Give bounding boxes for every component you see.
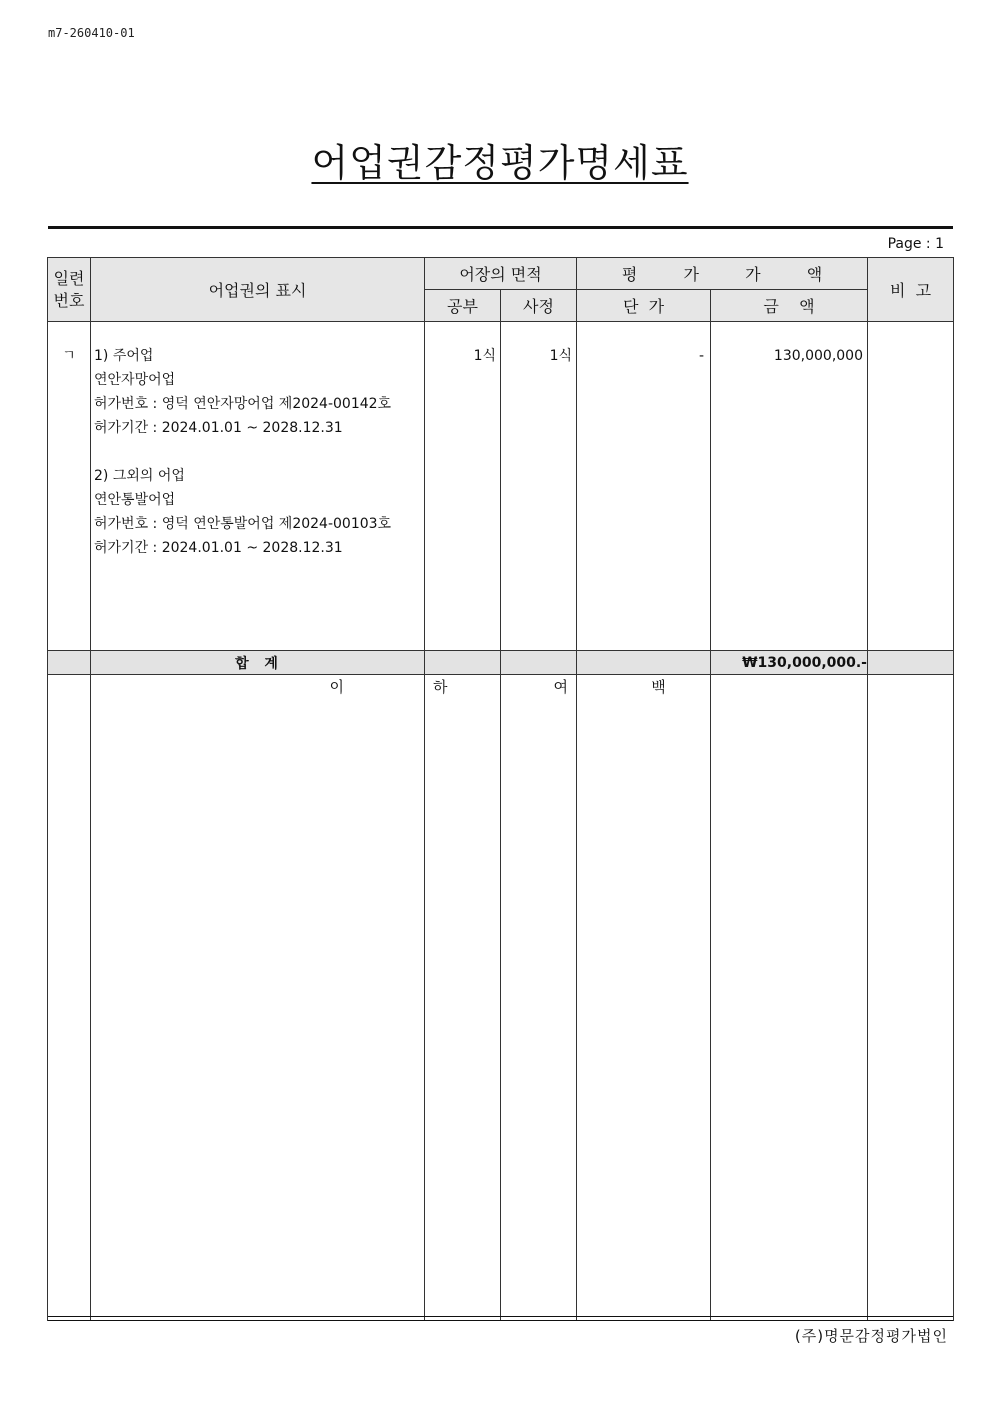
unit-price-value: -	[698, 348, 704, 364]
description-line: 허가기간 : 2024.01.01 ~ 2028.12.31	[94, 420, 343, 436]
header-area: 어장의 면적	[425, 258, 577, 290]
tail-amount	[711, 675, 868, 1321]
header-description: 어업권의 표시	[91, 258, 425, 322]
description-line: 1) 주어업	[94, 348, 154, 364]
description-line: 허가번호 : 영덕 연안통발어업 제2024-00103호	[94, 516, 392, 532]
description-line	[94, 440, 421, 464]
description-line: 허가기간 : 2024.01.01 ~ 2028.12.31	[94, 540, 343, 556]
header-remarks: 비 고	[868, 258, 954, 322]
tail-description	[91, 675, 425, 1321]
closing-word-2: 하	[433, 678, 448, 696]
cell-unit-price	[577, 322, 711, 651]
total-amount: ₩130,000,000.-	[711, 651, 868, 675]
header-unit-price: 단 가	[577, 290, 711, 322]
closing-word-3: 여	[553, 678, 568, 696]
bottom-rule	[48, 1320, 953, 1321]
tail-area-actual	[501, 675, 577, 1321]
closing-word-1: 이	[329, 678, 344, 696]
page-number: Page : 1	[887, 236, 944, 252]
amount-value: 130,000,000	[773, 348, 863, 364]
sum-blank	[577, 651, 711, 675]
sum-blank	[425, 651, 501, 675]
sum-blank	[48, 651, 91, 675]
area-official-value: 1식	[473, 348, 496, 364]
bottom-rule	[48, 1316, 953, 1317]
total-label: 합 계	[91, 651, 425, 675]
header-serial	[48, 258, 91, 322]
cell-area-official	[425, 322, 501, 651]
header-area-official: 공부	[425, 290, 501, 322]
closing-word-4: 백	[651, 678, 666, 696]
description-line: 허가번호 : 영덕 연안자망어업 제2024-00142호	[94, 396, 392, 412]
header-valuation: 평 가 가 액	[577, 258, 868, 290]
description-line: 연안자망어업	[94, 372, 176, 388]
cell-area-actual	[501, 322, 577, 651]
tail-serial	[48, 675, 91, 1321]
description-list	[91, 322, 424, 560]
sum-blank	[868, 651, 954, 675]
top-rule	[48, 226, 953, 229]
description-line: 연안통발어업	[94, 492, 176, 508]
cell-amount	[711, 322, 868, 651]
area-actual-value: 1식	[549, 348, 572, 364]
sum-blank	[501, 651, 577, 675]
header-serial-label: 일련번호	[53, 268, 85, 310]
page-title-wrap	[0, 132, 1000, 187]
tail-area-official	[425, 675, 501, 1321]
company-name: (주)명문감정평가법인	[794, 1327, 948, 1345]
tail-unit-price	[577, 675, 711, 1321]
header-area-actual: 사정	[501, 290, 577, 322]
document-code: m7-260410-01	[48, 26, 135, 40]
appraisal-table	[47, 257, 954, 1321]
page-title: 어업권감정평가명세표	[311, 141, 689, 185]
cell-serial	[48, 322, 91, 651]
tail-remarks	[868, 675, 954, 1321]
header-amount: 금 액	[711, 290, 868, 322]
description-line: 2) 그외의 어업	[94, 468, 185, 484]
cell-remarks	[868, 322, 954, 651]
cell-description	[91, 322, 425, 651]
serial-value: ㄱ	[62, 348, 76, 364]
